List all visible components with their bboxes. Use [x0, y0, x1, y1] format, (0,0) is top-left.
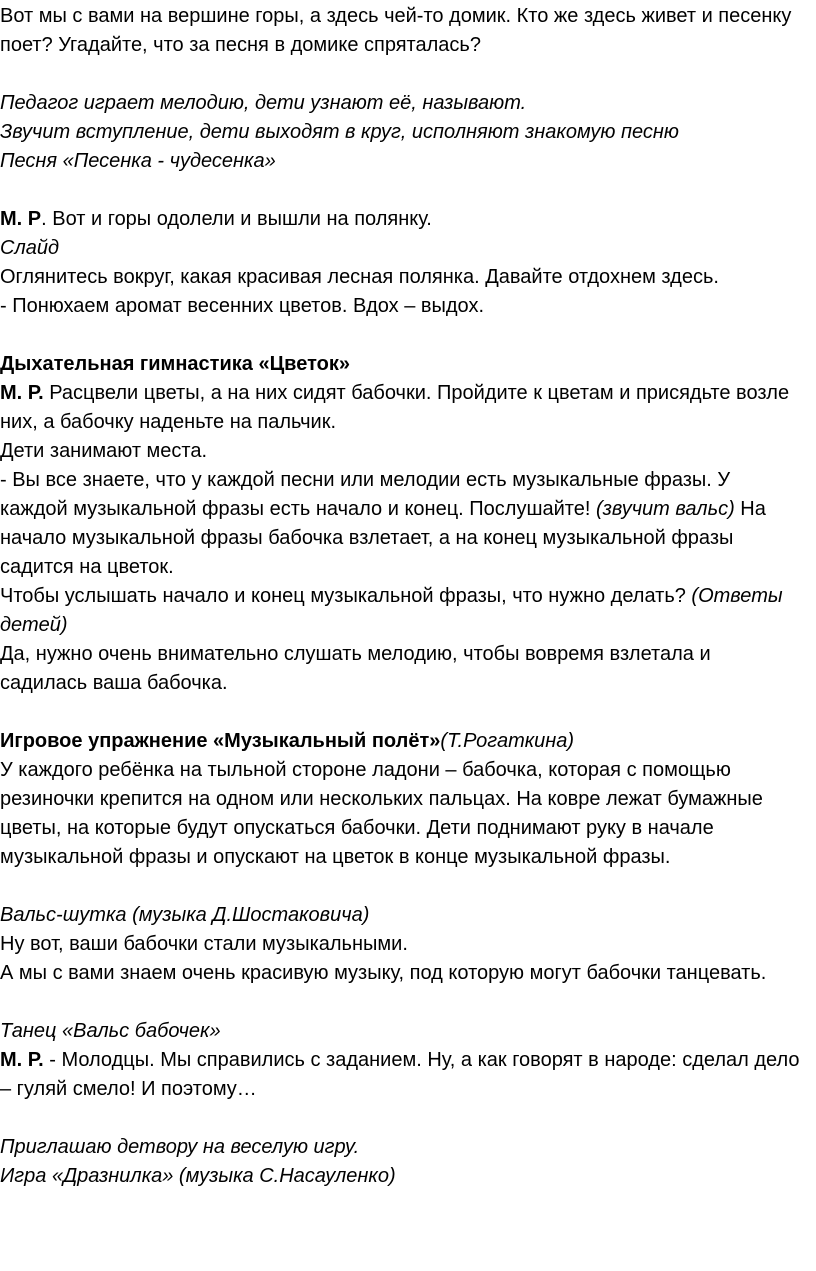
song-title — [0, 147, 802, 176]
dialogue-text: - Молодцы. Мы справились с заданием. Ну, а как говорят в народе: сделал дело – гуляй смело! И поэтому… — [0, 1049, 800, 1100]
song-title-text: Песня «Песенка - чудесенка» — [0, 150, 276, 172]
paragraph: А мы с вами знаем очень красивую музыку, под которую могут бабочки танцевать. — [0, 962, 767, 984]
paragraph-text: На начало музыкальной фразы бабочка взлетает, а на конец музыкальной фразы садится на цветок. — [0, 498, 766, 578]
paragraph — [0, 466, 802, 582]
paragraph-text: - Вы все знаете, что у каждой песни или мелодии есть музыкальные фразы. У каждой музыкальной фразы есть начало и конец. Послушайте! — [0, 469, 731, 520]
spacer — [0, 60, 802, 89]
paragraph: Оглянитесь вокруг, какая красивая лесная полянка. Давайте отдохнем здесь. — [0, 266, 719, 288]
spacer — [0, 1104, 802, 1133]
slide-note-text: Слайд — [0, 237, 60, 259]
music-title-text: Игра «Дразнилка» (музыка С.Насауленко) — [0, 1165, 396, 1187]
spacer — [0, 321, 802, 350]
music-title — [0, 1162, 802, 1191]
stage-direction — [0, 89, 802, 118]
music-title-text: Вальс-шутка (музыка Д.Шостаковича) — [0, 904, 370, 926]
dialogue-line — [0, 1046, 802, 1104]
slide-note — [0, 234, 802, 263]
speaker-label: М. Р — [0, 208, 42, 230]
dialogue-line — [0, 379, 802, 437]
section-heading-text: Игровое упражнение «Музыкальный полёт» — [0, 730, 441, 752]
speaker-label: М. Р. — [0, 1049, 44, 1071]
stage-note: (звучит вальс) — [595, 498, 735, 520]
speaker-label: М. Р. — [0, 382, 44, 404]
stage-direction-text: Приглашаю детвору на веселую игру. — [0, 1136, 360, 1158]
paragraph: - Понюхаем аромат весенних цветов. Вдох – выдох. — [0, 295, 485, 317]
section-heading — [0, 350, 802, 379]
music-title — [0, 901, 802, 930]
spacer — [0, 872, 802, 901]
dialogue-text: Расцвели цветы, а на них сидят бабочки. Пройдите к цветам и присядьте возле них, а бабочку наденьте на пальчик. — [0, 382, 790, 433]
section-heading-text: Дыхательная гимнастика «Цветок» — [0, 353, 350, 375]
paragraph — [0, 582, 802, 640]
music-title — [0, 1017, 802, 1046]
stage-direction-text: Педагог играет мелодию, дети узнают её, называют. — [0, 92, 527, 114]
paragraph: Дети занимают места. — [0, 440, 208, 462]
stage-note: (Ответы детей) — [0, 585, 783, 636]
stage-direction — [0, 118, 802, 147]
intro-paragraph: Вот мы с вами на вершине горы, а здесь чей-то домик. Кто же здесь живет и песенку поет? Угадайте, что за песня в домике спряталась? — [0, 5, 792, 56]
paragraph-text: Чтобы услышать начало и конец музыкальной фразы, что нужно делать? — [0, 585, 692, 607]
dialogue-line — [0, 205, 802, 234]
section-heading — [0, 727, 802, 756]
spacer — [0, 176, 802, 205]
author-note: (Т.Рогаткина) — [440, 730, 575, 752]
stage-direction — [0, 1133, 802, 1162]
paragraph: Да, нужно очень внимательно слушать мелодию, чтобы вовремя взлетала и садилась ваша бабочка. — [0, 643, 711, 694]
spacer — [0, 988, 802, 1017]
dialogue-text: . Вот и горы одолели и вышли на полянку. — [41, 208, 432, 230]
paragraph: У каждого ребёнка на тыльной стороне ладони – бабочка, которая с помощью резиночки крепится на одном или нескольких пальцах. На ковре лежат бумажные цветы, на которые будут опускаться бабочки. Дети поднимают руку в начале музыкальной фразы и опускают на цветок в конце музыкальной фразы. — [0, 759, 763, 868]
music-title-text: Танец «Вальс бабочек» — [0, 1020, 221, 1042]
stage-direction-text: Звучит вступление, дети выходят в круг, исполняют знакомую песню — [0, 121, 679, 143]
paragraph: Ну вот, ваши бабочки стали музыкальными. — [0, 933, 408, 955]
spacer — [0, 698, 802, 727]
